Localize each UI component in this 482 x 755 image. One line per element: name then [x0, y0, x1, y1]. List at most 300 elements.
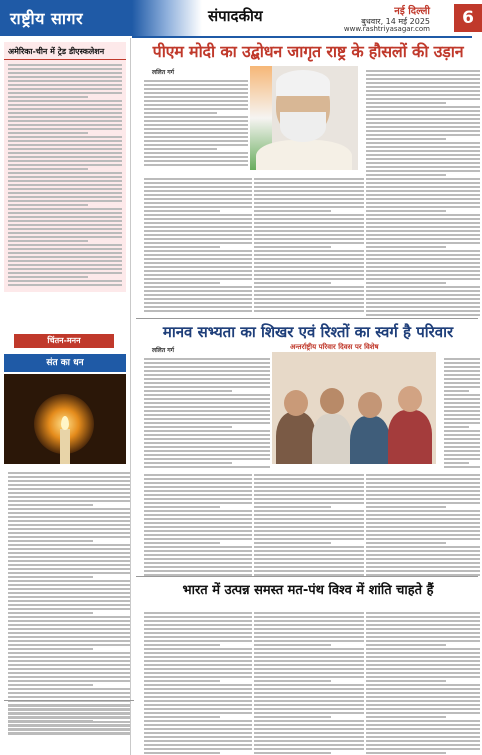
text-line	[8, 72, 122, 74]
text-line	[8, 192, 122, 194]
text-line	[254, 486, 364, 488]
text-line	[144, 310, 252, 312]
text-line	[8, 152, 122, 154]
family-headline: मानव सभ्यता का शिखर एवं रिश्तों का स्वर्ग है परिवार	[162, 323, 454, 341]
text-line	[366, 566, 480, 568]
text-line	[8, 560, 130, 562]
text-line	[366, 306, 480, 308]
text-line	[144, 652, 252, 654]
text-line	[144, 230, 252, 232]
text-line	[444, 378, 480, 380]
text-line	[366, 194, 480, 196]
text-line	[144, 116, 248, 118]
text-line	[8, 260, 122, 262]
section-bar	[132, 0, 472, 38]
person-3	[350, 416, 390, 464]
text-line	[254, 498, 364, 500]
text-line	[366, 700, 480, 702]
text-line	[254, 716, 331, 718]
text-line	[366, 230, 480, 232]
text-line	[144, 418, 270, 420]
text-line	[366, 632, 480, 634]
text-line	[254, 676, 364, 678]
text-line	[144, 486, 252, 488]
text-line	[254, 198, 364, 200]
text-line	[254, 206, 364, 208]
text-line	[254, 692, 364, 694]
text-line	[144, 474, 252, 476]
text-line	[144, 382, 270, 384]
text-line	[8, 264, 122, 266]
text-line	[444, 382, 480, 384]
website: www.rashtriyasagar.com	[343, 25, 430, 33]
text-line	[366, 142, 480, 144]
text-line	[254, 720, 364, 722]
text-line	[144, 632, 252, 634]
text-line	[144, 744, 252, 746]
text-line	[254, 740, 364, 742]
text-line	[144, 620, 252, 622]
text-line	[8, 588, 130, 590]
text-line	[366, 640, 480, 642]
text-line	[366, 498, 480, 500]
text-line	[366, 118, 480, 120]
text-line	[254, 752, 331, 754]
text-line	[366, 214, 480, 216]
text-line	[366, 652, 480, 654]
text-line	[444, 442, 480, 444]
lead-text-col-2	[140, 174, 256, 316]
text-line	[144, 206, 252, 208]
text-line	[8, 725, 130, 727]
text-line	[254, 628, 364, 630]
text-line	[366, 298, 480, 300]
text-line	[8, 544, 130, 546]
text-line	[144, 148, 217, 150]
text-line	[144, 648, 252, 650]
text-line	[254, 656, 364, 658]
text-line	[254, 278, 364, 280]
text-line	[144, 362, 270, 364]
text-line	[8, 640, 130, 642]
text-line	[144, 434, 270, 436]
text-line	[254, 640, 364, 642]
family-text-col-5	[362, 470, 482, 580]
text-line	[8, 248, 122, 250]
text-line	[366, 550, 480, 552]
text-line	[144, 402, 270, 404]
text-line	[254, 672, 364, 674]
text-line	[254, 306, 364, 308]
text-line	[144, 680, 220, 682]
text-line	[144, 466, 270, 468]
text-line	[444, 390, 469, 392]
decorative-gradient	[132, 0, 202, 36]
text-line	[366, 158, 480, 160]
text-line	[8, 552, 130, 554]
text-line	[254, 502, 364, 504]
text-line	[144, 636, 252, 638]
text-line	[8, 240, 88, 242]
text-line	[254, 616, 364, 618]
text-line	[8, 280, 122, 282]
text-line	[366, 724, 480, 726]
text-line	[254, 624, 364, 626]
text-line	[366, 620, 480, 622]
text-line	[8, 268, 122, 270]
text-line	[8, 132, 88, 134]
text-line	[144, 278, 252, 280]
text-line	[8, 88, 122, 90]
text-line	[144, 358, 270, 360]
text-line	[366, 266, 480, 268]
text-line	[8, 484, 130, 486]
text-line	[8, 216, 122, 218]
text-line	[8, 568, 130, 570]
text-line	[254, 644, 331, 646]
chintan-tag: चिंतन-मनन	[14, 334, 114, 348]
text-line	[144, 684, 252, 686]
text-line	[8, 524, 130, 526]
text-line	[144, 178, 252, 180]
text-line	[254, 668, 364, 670]
text-line	[8, 204, 88, 206]
family-text-col-1	[140, 354, 274, 472]
text-line	[8, 684, 93, 686]
text-line	[366, 254, 480, 256]
text-line	[254, 230, 364, 232]
family-text-col-2	[140, 470, 256, 580]
text-line	[8, 692, 130, 694]
text-line	[254, 510, 364, 512]
text-line	[254, 680, 331, 682]
text-line	[8, 532, 130, 534]
text-line	[366, 644, 446, 646]
text-line	[366, 154, 480, 156]
text-line	[144, 624, 252, 626]
text-line	[144, 124, 248, 126]
text-line	[366, 744, 480, 746]
text-line	[254, 246, 331, 248]
text-line	[254, 274, 364, 276]
text-line	[8, 64, 122, 66]
text-line	[8, 520, 130, 522]
text-line	[366, 250, 480, 252]
text-line	[8, 596, 130, 598]
text-line	[144, 104, 248, 106]
text-line	[444, 362, 480, 364]
text-line	[366, 696, 480, 698]
text-line	[144, 242, 252, 244]
text-line	[8, 696, 130, 698]
text-line	[144, 748, 252, 750]
text-line	[8, 717, 130, 719]
text-line	[144, 672, 252, 674]
text-line	[444, 374, 480, 376]
text-line	[444, 358, 480, 360]
text-line	[144, 566, 252, 568]
paper-name: राष्ट्रीय सागर	[10, 9, 84, 28]
text-line	[8, 636, 130, 638]
text-line	[254, 550, 364, 552]
text-line	[254, 736, 364, 738]
text-line	[366, 190, 480, 192]
family-photo	[272, 352, 436, 464]
text-line	[8, 212, 122, 214]
text-line	[254, 554, 364, 556]
text-line	[8, 164, 122, 166]
text-line	[444, 426, 469, 428]
text-line	[366, 102, 446, 104]
text-line	[144, 370, 270, 372]
text-line	[366, 482, 480, 484]
text-line	[444, 466, 480, 468]
text-line	[366, 656, 480, 658]
text-line	[254, 226, 364, 228]
text-line	[144, 526, 252, 528]
text-line	[8, 120, 122, 122]
text-line	[144, 286, 252, 288]
text-line	[144, 616, 252, 618]
text-line	[254, 558, 364, 560]
text-line	[254, 186, 364, 188]
text-line	[144, 226, 252, 228]
text-line	[8, 492, 130, 494]
text-line	[144, 640, 252, 642]
text-line	[144, 426, 232, 428]
text-line	[8, 236, 122, 238]
text-line	[144, 550, 252, 552]
text-line	[8, 156, 122, 158]
text-line	[144, 258, 252, 260]
text-line	[144, 720, 252, 722]
text-line	[254, 632, 364, 634]
text-line	[144, 692, 252, 694]
text-line	[144, 186, 252, 188]
text-line	[144, 164, 248, 166]
text-line	[144, 534, 252, 536]
text-line	[144, 612, 252, 614]
text-line	[144, 290, 252, 292]
text-line	[366, 616, 480, 618]
text-line	[144, 478, 252, 480]
text-line	[144, 96, 248, 98]
text-line	[254, 696, 364, 698]
text-line	[144, 494, 252, 496]
text-line	[366, 558, 480, 560]
text-line	[8, 648, 93, 650]
trade-box-text	[4, 60, 126, 290]
text-line	[366, 526, 480, 528]
text-line	[366, 628, 480, 630]
text-line	[8, 628, 130, 630]
text-line	[8, 496, 130, 498]
text-line	[366, 728, 480, 730]
text-line	[8, 252, 122, 254]
text-line	[8, 196, 122, 198]
text-line	[144, 234, 252, 236]
text-line	[144, 80, 248, 82]
text-line	[254, 266, 364, 268]
paper-name-block	[0, 0, 132, 36]
text-line	[366, 684, 480, 686]
text-line	[444, 402, 480, 404]
text-line	[366, 290, 480, 292]
text-line	[254, 660, 364, 662]
text-line	[144, 752, 220, 754]
family-kicker: अन्तर्राष्ट्रीय परिवार दिवस पर विशेष	[290, 343, 379, 351]
feature-title: संत का धन	[4, 354, 126, 372]
text-line	[144, 660, 252, 662]
text-line	[144, 644, 220, 646]
text-line	[254, 744, 364, 746]
text-line	[144, 530, 252, 532]
text-line	[144, 160, 248, 162]
text-line	[366, 624, 480, 626]
text-line	[144, 254, 252, 256]
text-line	[144, 518, 252, 520]
text-line	[144, 306, 252, 308]
text-line	[366, 530, 480, 532]
text-line	[366, 514, 480, 516]
text-line	[144, 422, 270, 424]
text-line	[8, 556, 130, 558]
text-line	[254, 636, 364, 638]
text-line	[144, 246, 220, 248]
text-line	[366, 262, 480, 264]
text-line	[366, 238, 480, 240]
text-line	[366, 234, 480, 236]
text-line	[366, 752, 446, 754]
text-line	[8, 664, 130, 666]
masthead	[0, 0, 482, 36]
text-line	[144, 202, 252, 204]
text-line	[8, 592, 130, 594]
text-line	[144, 136, 248, 138]
text-line	[254, 530, 364, 532]
text-line	[144, 450, 270, 452]
text-line	[8, 476, 130, 478]
text-line	[444, 398, 480, 400]
text-line	[366, 78, 480, 80]
text-line	[366, 82, 480, 84]
text-line	[366, 130, 480, 132]
text-line	[366, 122, 480, 124]
text-line	[366, 222, 480, 224]
text-line	[444, 438, 480, 440]
text-line	[144, 546, 252, 548]
text-line	[144, 262, 252, 264]
text-line	[144, 84, 248, 86]
text-line	[8, 528, 130, 530]
text-line	[444, 406, 480, 408]
column-divider	[130, 38, 131, 755]
text-line	[144, 462, 232, 464]
text-line	[8, 172, 122, 174]
text-line	[8, 668, 130, 670]
text-line	[254, 262, 364, 264]
person-1-head	[284, 390, 308, 416]
text-line	[144, 298, 252, 300]
text-line	[144, 716, 220, 718]
text-line	[8, 632, 130, 634]
text-line	[366, 672, 480, 674]
section-title: संपादकीय	[208, 7, 263, 25]
text-line	[144, 222, 252, 224]
text-line	[254, 688, 364, 690]
peace-text-col-2	[250, 608, 368, 755]
text-line	[254, 652, 364, 654]
text-line	[8, 244, 122, 246]
text-line	[444, 446, 480, 448]
text-line	[144, 414, 270, 416]
text-line	[366, 494, 480, 496]
text-line	[366, 106, 480, 108]
text-line	[8, 176, 122, 178]
text-line	[366, 748, 480, 750]
text-line	[366, 258, 480, 260]
text-line	[144, 502, 252, 504]
left-column	[0, 38, 128, 755]
text-line	[366, 518, 480, 520]
text-line	[144, 442, 270, 444]
text-line	[144, 522, 252, 524]
peace-text-col-1	[140, 608, 256, 755]
text-line	[144, 270, 252, 272]
text-line	[8, 256, 122, 258]
text-line	[144, 482, 252, 484]
text-line	[254, 302, 364, 304]
text-line	[8, 656, 130, 658]
text-line	[254, 310, 364, 312]
text-line	[144, 210, 220, 212]
text-line	[366, 740, 480, 742]
text-line	[366, 554, 480, 556]
text-line	[444, 454, 480, 456]
text-line	[144, 100, 248, 102]
text-line	[366, 218, 480, 220]
trade-box-heading: अमेरिका-चीन में ट्रेड डीएस्कलेशन	[4, 42, 126, 60]
text-line	[444, 366, 480, 368]
text-line	[366, 270, 480, 272]
text-line	[254, 202, 364, 204]
text-line	[366, 704, 480, 706]
text-line	[254, 712, 364, 714]
text-line	[144, 728, 252, 730]
text-line	[144, 156, 248, 158]
candle-image	[4, 374, 126, 464]
text-line	[366, 736, 480, 738]
text-line	[366, 534, 480, 536]
text-line	[144, 302, 252, 304]
lead-byline: ललित गर्ग	[152, 69, 174, 76]
text-line	[144, 378, 270, 380]
text-line	[366, 546, 480, 548]
text-line	[144, 182, 252, 184]
peace-headline: भारत में उत्पन्न समस्त मत-पंथ विश्व में शांति चाहते हैं	[182, 583, 434, 598]
text-line	[366, 510, 480, 512]
text-line	[366, 138, 446, 140]
text-line	[254, 534, 364, 536]
text-line	[8, 676, 130, 678]
text-line	[8, 144, 122, 146]
text-line	[366, 668, 480, 670]
text-line	[366, 86, 480, 88]
text-line	[254, 546, 364, 548]
text-line	[144, 250, 252, 252]
text-line	[144, 490, 252, 492]
text-line	[444, 418, 480, 420]
